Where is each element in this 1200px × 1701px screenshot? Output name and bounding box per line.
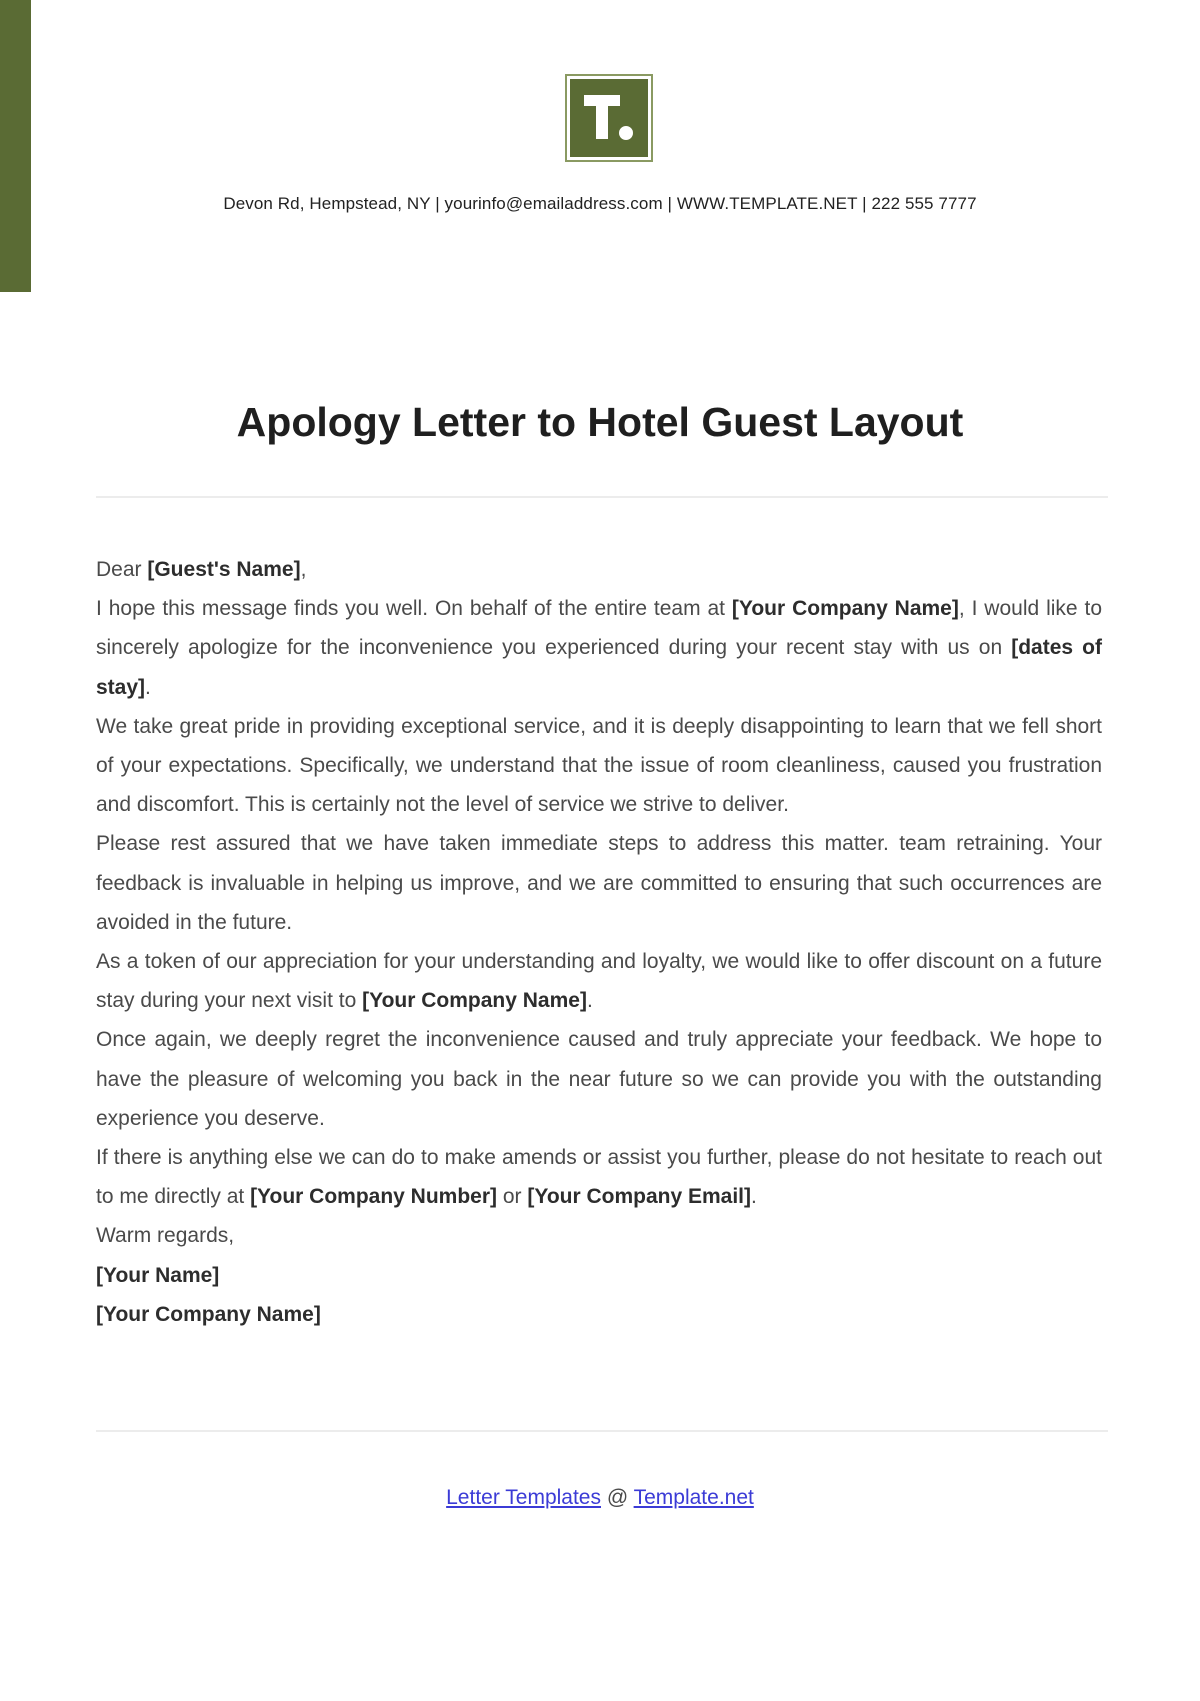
accent-side-bar <box>0 0 31 292</box>
p4-text-a: As a token of our appreciation for your understanding and loyalty, we would like to offer discount on a future stay during your next visit to <box>96 950 1102 1013</box>
paragraph-2: We take great pride in providing exceptional service, and it is deeply disappointing to learn that we fell short of your expectations. Specifically, we understand that the issue of room cleanliness, caused you frustration and discomfort. This is certainly not the level of service we strive to deliver. <box>96 714 1102 817</box>
footer-separator: @ <box>601 1486 634 1509</box>
page-title: Apology Letter to Hotel Guest Layout <box>236 399 964 445</box>
p6-or: or <box>497 1185 528 1209</box>
company-email-placeholder: [Your Company Email] <box>527 1185 752 1209</box>
guest-name-placeholder: [Guest's Name] <box>147 558 301 581</box>
paragraph-3: Please rest assured that we have taken immediate steps to address this matter. team retraining. Your feedback is invaluable in helping us improve, and we are committed to ensuring that such occurrences are avoided in the future. <box>96 832 1102 934</box>
signature-name: [Your Name] <box>96 1263 220 1287</box>
closing: Warm regards, <box>96 1224 235 1248</box>
greeting <box>96 550 1102 589</box>
top-divider <box>96 496 1108 498</box>
paragraph-1 <box>96 589 1102 707</box>
company-number-placeholder: [Your Company Number] <box>250 1185 498 1209</box>
paragraph-5: Once again, we deeply regret the inconvenience caused and truly appreciate your feedback. We hope to have the pleasure of welcoming you back in the near future so we can provide you with the outstanding experience you deserve. <box>96 1028 1102 1130</box>
paragraph-4 <box>96 942 1102 1020</box>
template-net-link[interactable]: Template.net <box>633 1486 754 1509</box>
logo-t-icon <box>570 79 648 157</box>
p1-text-c: . <box>145 675 151 699</box>
p6-text-b: . <box>751 1185 757 1209</box>
p6-text-a: If there is anything else we can do to make amends or assist you further, please do not hesitate to reach out to me directly at <box>96 1146 1102 1209</box>
company-name-placeholder: [Your Company Name] <box>731 597 959 621</box>
signature-company: [Your Company Name] <box>96 1302 321 1326</box>
letter-templates-link[interactable]: Letter Templates <box>446 1486 601 1509</box>
p4-text-b: . <box>586 989 593 1013</box>
greeting-suffix: , <box>300 558 307 581</box>
p1-text-b: , I would like to sincerely apologize for the inconvenience you experienced during your recent stay with us on <box>96 597 1102 660</box>
letter-body <box>96 550 1102 1334</box>
footer <box>0 1486 1200 1510</box>
contact-line: Devon Rd, Hempstead, NY | yourinfo@emailaddress.com | WWW.TEMPLATE.NET | 222 555 7777 <box>223 194 977 213</box>
company-name-placeholder: [Your Company Name] <box>362 989 587 1013</box>
greeting-prefix: Dear <box>96 558 148 581</box>
p1-text-a: I hope this message finds you well. On behalf of the entire team at <box>96 597 732 621</box>
bottom-divider <box>96 1430 1108 1432</box>
dates-placeholder: [dates of stay] <box>96 636 1102 699</box>
paragraph-6 <box>96 1138 1102 1216</box>
company-logo <box>565 74 653 162</box>
